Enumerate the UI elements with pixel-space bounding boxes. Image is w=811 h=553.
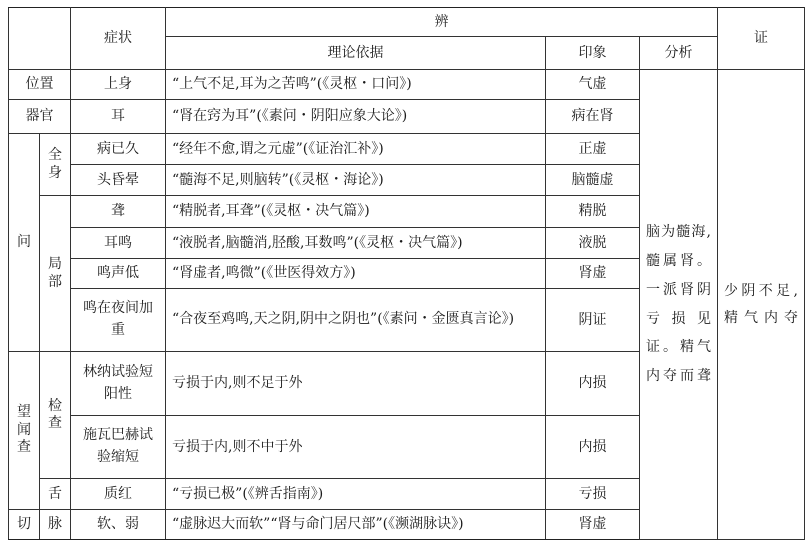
impression-cell: 病在肾 (546, 100, 640, 134)
theory-cell: “肾虚者,鸣微”(《世医得效方》) (166, 259, 546, 289)
symptom-cell: 鸣声低 (71, 259, 166, 289)
impression-cell: 内损 (546, 352, 640, 416)
analysis-cell: 脑为髓海,髓属肾。一派肾阴亏损见证。精气内夺而聋 (640, 70, 718, 540)
theory-cell: 亏损于内,则不中于外 (166, 416, 546, 479)
group-label-inquiry: 问 (9, 134, 40, 352)
theory-cell: “液脱者,脑髓消,胫酸,耳数鸣”(《灵枢・决气篇》) (166, 228, 546, 259)
symptom-cell: 林纳试验短阳性 (71, 352, 166, 416)
symptom-cell: 耳鸣 (71, 228, 166, 259)
header-symptom: 症状 (71, 8, 166, 70)
group-label-exam: 检查 (40, 352, 71, 479)
symptom-cell: 头昏晕 (71, 165, 166, 196)
theory-cell: “合夜至鸡鸣,天之阴,阴中之阴也”(《素问・金匮真言论》) (166, 289, 546, 352)
symptom-cell: 鸣在夜间加重 (71, 289, 166, 352)
corner-cell (9, 8, 71, 70)
symptom-cell: 质红 (71, 479, 166, 510)
impression-cell: 液脱 (546, 228, 640, 259)
theory-cell: “髓海不足,则脑转”(《灵枢・海论》) (166, 165, 546, 196)
theory-cell: “精脱者,耳聋”(《灵枢・决气篇》) (166, 196, 546, 228)
syndrome-cell: 少阴不足,精气内夺 (718, 70, 805, 540)
group-label-position: 位置 (9, 70, 71, 100)
header-theory-basis: 理论依据 (166, 37, 546, 70)
theory-cell: “虚脉迟大而软”“肾与命门居尺部”(《濒湖脉诀》) (166, 510, 546, 540)
symptom-cell: 施瓦巴赫试验缩短 (71, 416, 166, 479)
theory-cell: “亏损已极”(《辨舌指南》) (166, 479, 546, 510)
table-row (9, 70, 805, 100)
impression-cell: 脑髓虚 (546, 165, 640, 196)
symptom-cell: 上身 (71, 70, 166, 100)
impression-cell: 精脱 (546, 196, 640, 228)
header-impression: 印象 (546, 37, 640, 70)
symptom-cell: 软、弱 (71, 510, 166, 540)
tcm-differentiation-table (8, 7, 805, 540)
symptom-cell: 病已久 (71, 134, 166, 165)
symptom-cell: 耳 (71, 100, 166, 134)
header-differentiation: 辨 (166, 8, 718, 37)
symptom-cell: 聋 (71, 196, 166, 228)
group-label-whole-body: 全身 (40, 134, 71, 196)
impression-cell: 肾虚 (546, 510, 640, 540)
group-label-look-listen-exam: 望闻查 (9, 352, 40, 510)
header-syndrome: 证 (718, 8, 805, 70)
group-label-palpate: 切 (9, 510, 40, 540)
theory-cell: “经年不愈,谓之元虚”(《证治汇补》) (166, 134, 546, 165)
header-analysis: 分析 (640, 37, 718, 70)
group-label-tongue: 舌 (40, 479, 71, 510)
group-label-pulse: 脉 (40, 510, 71, 540)
impression-cell: 正虚 (546, 134, 640, 165)
theory-cell: “肾在窍为耳”(《素问・阴阳应象大论》) (166, 100, 546, 134)
group-label-organ: 器官 (9, 100, 71, 134)
theory-cell: “上气不足,耳为之苦鸣”(《灵枢・口问》) (166, 70, 546, 100)
impression-cell: 肾虚 (546, 259, 640, 289)
impression-cell: 气虚 (546, 70, 640, 100)
group-label-local: 局部 (40, 196, 71, 352)
impression-cell: 亏损 (546, 479, 640, 510)
theory-cell: 亏损于内,则不足于外 (166, 352, 546, 416)
impression-cell: 内损 (546, 416, 640, 479)
impression-cell: 阴证 (546, 289, 640, 352)
